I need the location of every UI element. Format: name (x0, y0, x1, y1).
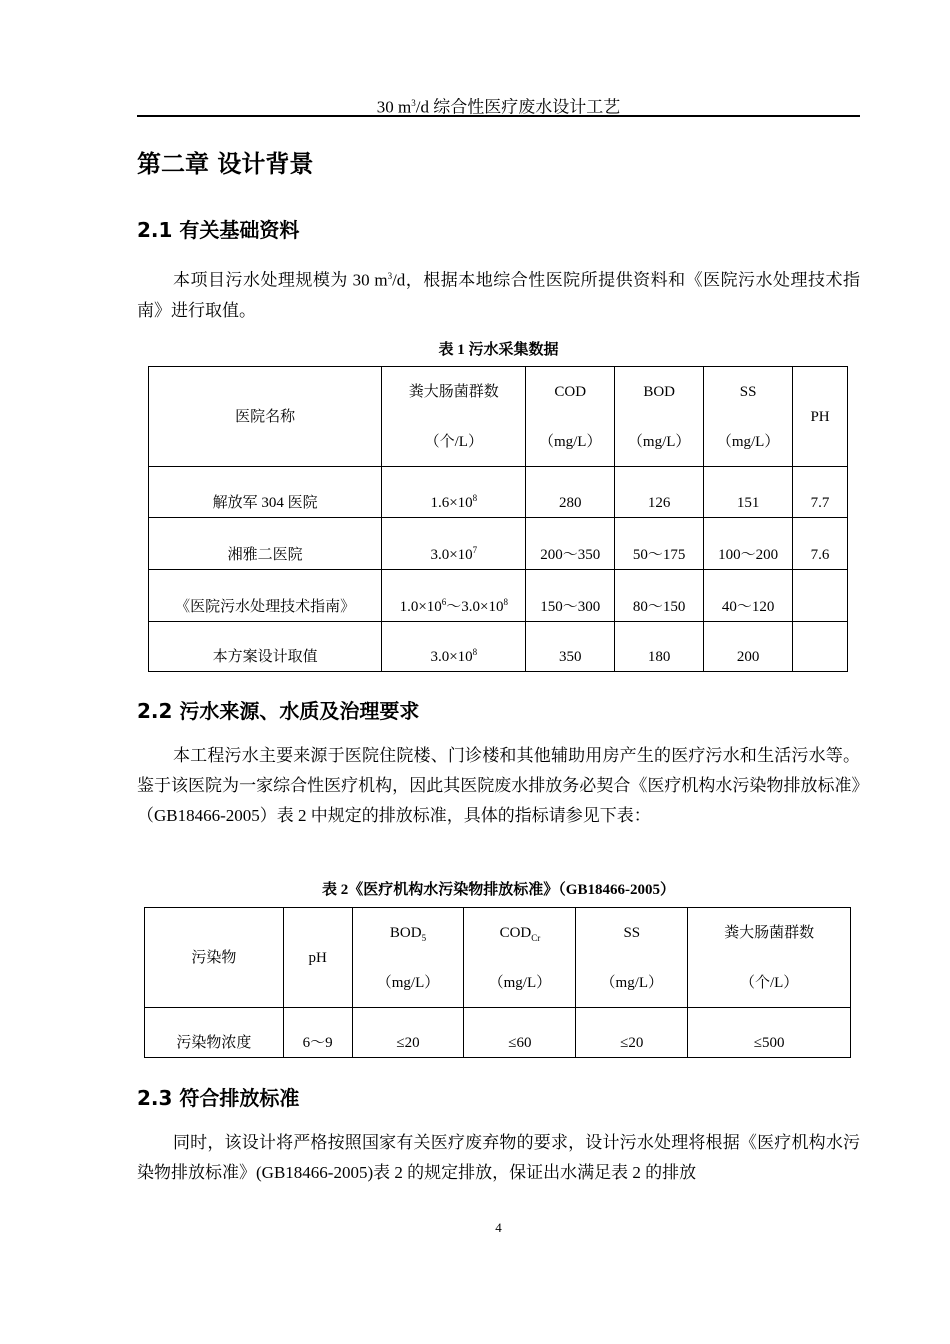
table-1 (148, 366, 848, 672)
t1-r1-bod: 50～175 (615, 518, 704, 570)
t2-row-ss: ≤20 (576, 1008, 688, 1058)
header-rule (137, 115, 860, 117)
t1-r0-cod: 280 (526, 467, 615, 518)
table-row (145, 1008, 851, 1058)
header-title-sup: 3 (411, 98, 416, 108)
t1-r1-name: 湘雅二医院 (149, 518, 382, 570)
t1-r2-bod: 80～150 (615, 570, 704, 622)
page-number: 4 (495, 1220, 502, 1235)
t2-row-ph: 6～9 (283, 1008, 352, 1058)
table-2 (144, 907, 851, 1058)
t1-r2-cod: 150～300 (526, 570, 615, 622)
t1-r0-ph: 7.7 (793, 467, 848, 518)
t1-r0-ss: 151 (704, 467, 793, 518)
table-1-caption: 表 1 污水采集数据 (438, 342, 559, 358)
para-sup: 3 (387, 271, 393, 281)
t1-r2-ph (793, 570, 848, 622)
t2-header-bod: $BOD_5$ （mg/L） (352, 908, 464, 1008)
para-pre: 本项目污水处理规模为 30 m (173, 270, 388, 290)
section-2-2-paragraph: 本工程污水主要来源于医院住院楼、门诊楼和其他辅助用房产生的医疗污水和生活污水等。鉴于该医院为一家综合性医疗机构，因此其医院废水排放务必契合《医疗机构水污染物排放标准》（GB18466-2005）表 2 中规定的排放标准，具体的指标请参见下表： (137, 746, 860, 825)
t1-r2-ss: 40～120 (704, 570, 793, 622)
section-2-1-paragraph (137, 261, 860, 326)
table-2-header-row (145, 908, 851, 1008)
t1-r0-coli: $1.6\times 10^8$ (382, 467, 526, 518)
t1-header-ph: PH (793, 367, 848, 467)
table-2-caption: 表 2《医疗机构水污染物排放标准》（GB18466-2005） (322, 882, 675, 898)
t2-header-ph: pH (283, 908, 352, 1008)
t1-r3-ss: 200 (704, 622, 793, 672)
table-1-header-row (149, 367, 848, 467)
header-title-pre: 30 m (376, 97, 412, 117)
table-row (149, 518, 848, 570)
t1-r3-cod: 350 (526, 622, 615, 672)
t1-header-ss: SS （mg/L） (704, 367, 793, 467)
t1-header-bod: BOD （mg/L） (615, 367, 704, 467)
header-title-post: /d 综合性医疗废水设计工艺 (415, 97, 621, 117)
t1-r2-coli: $1.0\times 10^6\sim 3.0\times 10^8$ (382, 570, 526, 622)
section-heading-2-3: 2.3 符合排放标准 (137, 1086, 300, 1110)
t1-r3-coli: $3.0\times 10^8$ (382, 622, 526, 672)
t1-r3-ph (793, 622, 848, 672)
t1-r1-ss: 100～200 (704, 518, 793, 570)
t1-r2-name: 《医院污水处理技术指南》 (149, 570, 382, 622)
t1-r3-bod: 180 (615, 622, 704, 672)
t1-r1-cod: 200～350 (526, 518, 615, 570)
t1-r3-name: 本方案设计取值 (149, 622, 382, 672)
t2-header-cod: $COD_{Cr}$ （mg/L） (464, 908, 576, 1008)
table-row (149, 467, 848, 518)
t1-r0-bod: 126 (615, 467, 704, 518)
t2-row-cod: ≤60 (464, 1008, 576, 1058)
t1-r1-ph: 7.6 (793, 518, 848, 570)
t2-header-pollutant: 污染物 (145, 908, 284, 1008)
para-post: /d，根据本地综合性医院所提供资料和《医院污水处理技术指南》进行取值。 (137, 270, 860, 320)
t2-header-ss: SS （mg/L） (576, 908, 688, 1008)
t2-row-bod: ≤20 (352, 1008, 464, 1058)
t1-header-name: 医院名称 (149, 367, 382, 467)
table-row (149, 570, 848, 622)
t1-r1-coli: $3.0\times 10^7$ (382, 518, 526, 570)
table-row (149, 622, 848, 672)
t2-row-coli: ≤500 (688, 1008, 851, 1058)
t2-header-coli: 粪大肠菌群数 （个/L） (688, 908, 851, 1008)
section-2-3-paragraph: 同时，该设计将严格按照国家有关医疗废弃物的要求，设计污水处理将根据《医疗机构水污染物排放标准》(GB18466-2005)表 2 的规定排放，保证出水满足表 2 的排放 (137, 1133, 860, 1182)
t1-header-cod: COD （mg/L） (526, 367, 615, 467)
chapter-title: 第二章 设计背景 (137, 150, 314, 178)
t2-row-label: 污染物浓度 (145, 1008, 284, 1058)
t1-r0-name: 解放军 304 医院 (149, 467, 382, 518)
section-heading-2-2: 2.2 污水来源、水质及治理要求 (137, 699, 420, 723)
section-heading-2-1: 2.1 有关基础资料 (137, 218, 300, 242)
t1-header-coli: 粪大肠菌群数 （个/L） (382, 367, 526, 467)
